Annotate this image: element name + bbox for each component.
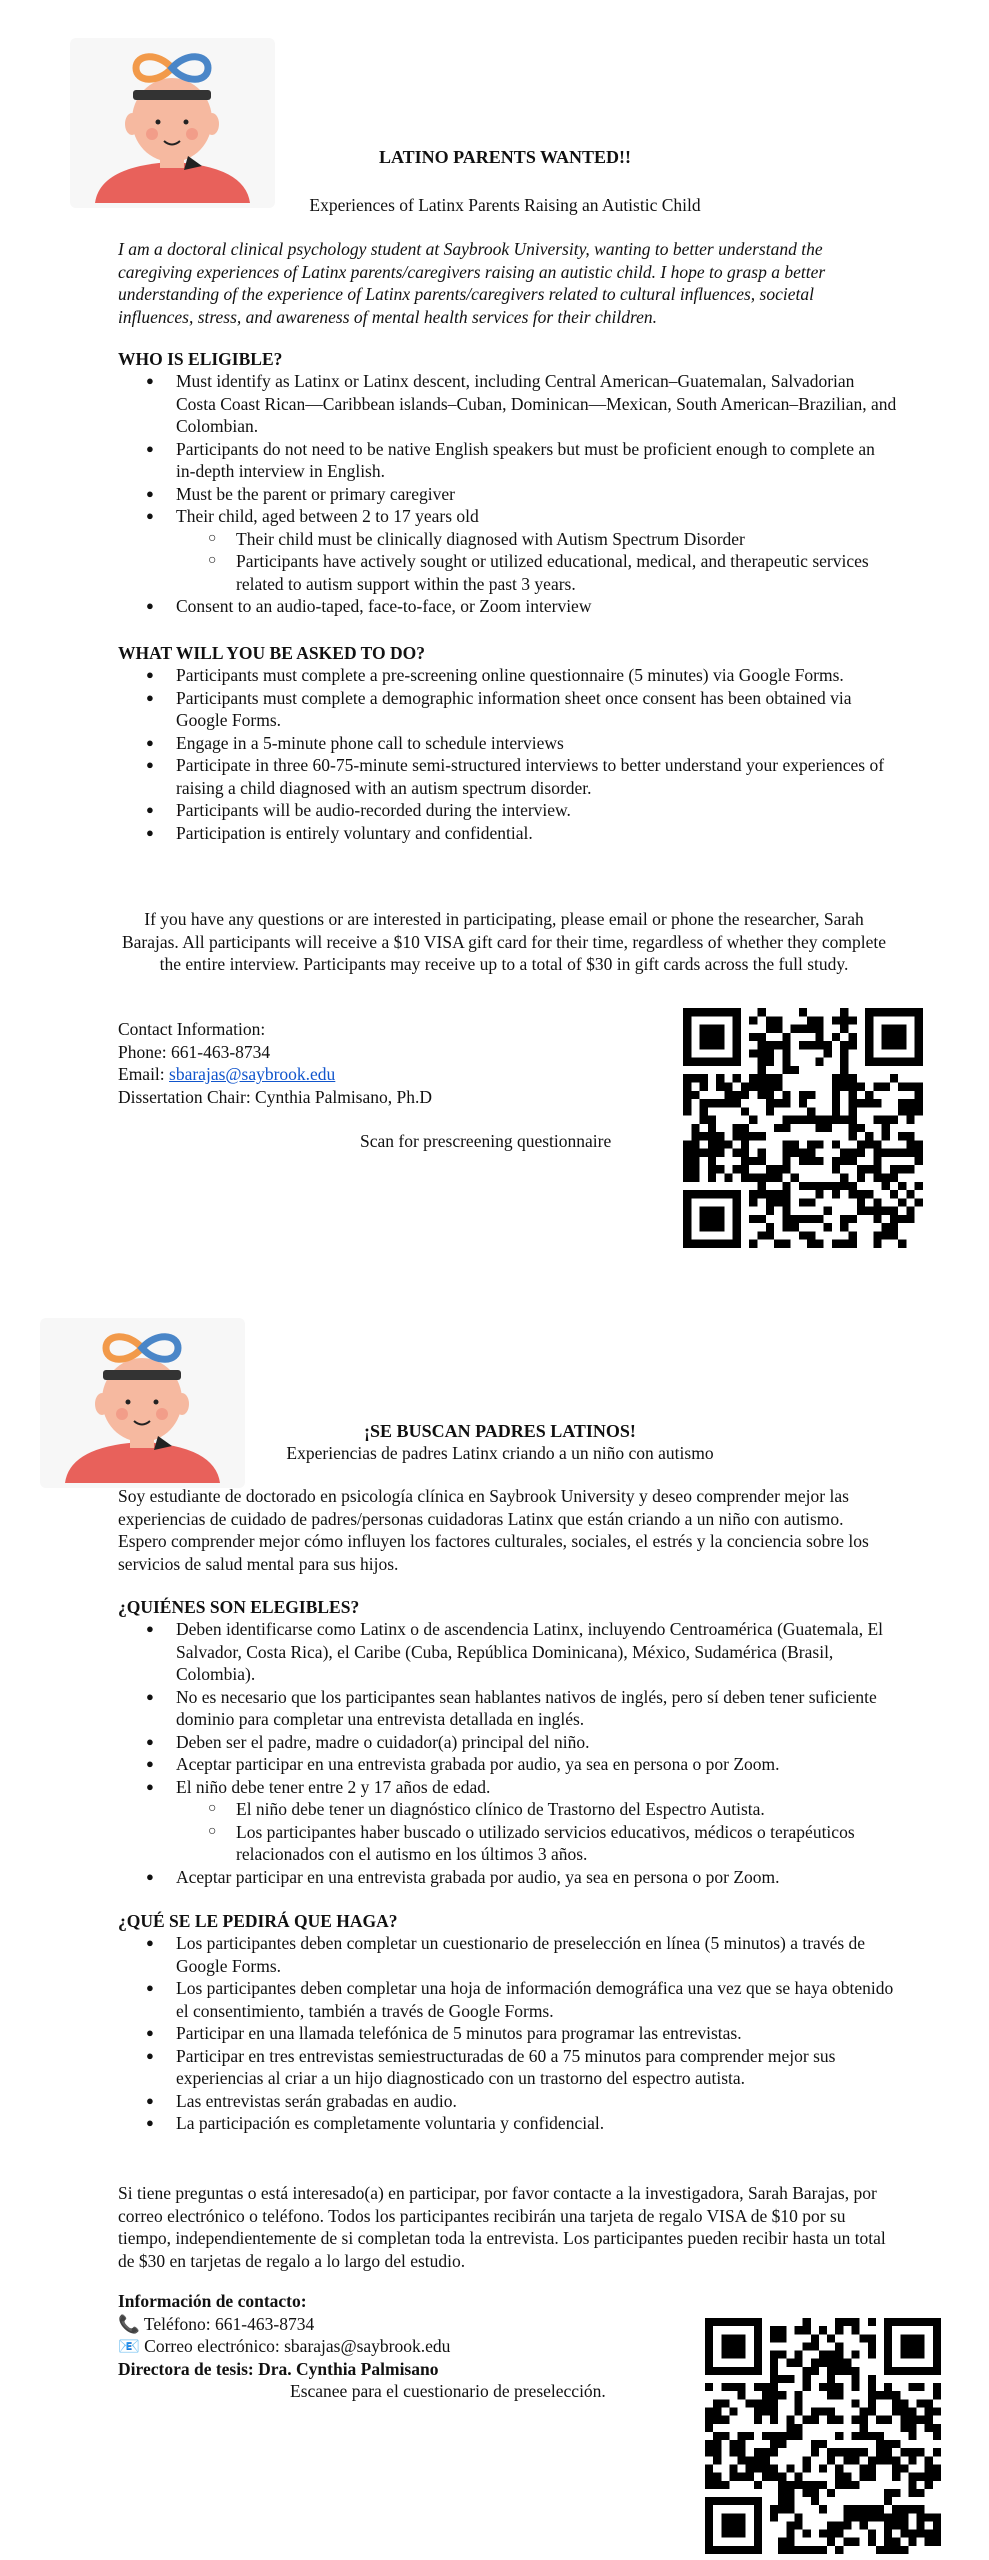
list-item: ● Las entrevistas serán grabadas en audio.	[118, 2090, 898, 2113]
eligible-list-es	[118, 1618, 898, 1888]
list-item: ● Must identify as Latinx or Latinx descent, including Central American–Guatemalan, Salvadorian Costa Coast Rican—Caribbean islands–Cuban, Dominican—Mexican, South American–Brazilian, and Colombian.	[118, 370, 898, 438]
intro-paragraph-es: Soy estudiante de doctorado en psicología clínica en Saybrook University y deseo comprender mejor las experiencias de cuidado de padres/personas cuidadoras Latinx que están criando a un niño con autismo. Espero comprender mejor cómo influyen los factores culturales, sociales, el estrés y la conciencia sobre los servicios de salud mental para sus hijos.	[118, 1486, 869, 1574]
asked-list-en	[118, 664, 898, 844]
qr-code-en[interactable]	[683, 1008, 923, 1248]
contact-heading-es: Información de contacto:	[118, 2291, 307, 2311]
qr-code-icon	[705, 2318, 941, 2554]
email-text-es: Correo electrónico: sbarajas@saybrook.edu	[139, 2336, 451, 2356]
scan-label-es: Escanee para el cuestionario de preselección.	[290, 2381, 606, 2401]
header-illustration	[70, 38, 275, 208]
list-item: ● Aceptar participar en una entrevista grabada por audio, ya sea en persona o por Zoom.	[118, 1866, 898, 1889]
asked-list-es	[118, 1932, 898, 2135]
person-infinity-icon	[70, 38, 275, 208]
contact-phone-en[interactable]: Phone: 661-463-8734	[118, 1041, 271, 1062]
list-item: ● Consent to an audio-taped, face-to-face, or Zoom interview	[118, 595, 898, 618]
dissertation-chair-es: Directora de tesis: Dra. Cynthia Palmisano	[118, 2358, 439, 2379]
list-item: ● Participation is entirely voluntary and confidential.	[118, 822, 898, 845]
list-item: ○ Their child must be clinically diagnosed with Autism Spectrum Disorder	[118, 528, 898, 551]
list-item: ● Los participantes deben completar una hoja de información demográfica una vez que se haya obtenido el consentimiento, también a través de Google Forms.	[118, 1977, 898, 2022]
dissertation-chair-en: Dissertation Chair: Cynthia Palmisano, Ph.D	[118, 1086, 433, 1107]
list-item: ● Participants must complete a pre-screening online questionnaire (5 minutes) via Google Forms.	[118, 664, 898, 687]
list-item: ● Deben ser el padre, madre o cuidador(a) principal del niño.	[118, 1731, 898, 1754]
asked-heading-en: WHAT WILL YOU BE ASKED TO DO?	[118, 643, 425, 663]
list-item: ● Aceptar participar en una entrevista grabada por audio, ya sea en persona o por Zoom.	[118, 1753, 898, 1776]
phone-text-es: Teléfono: 661-463-8734	[139, 2313, 315, 2334]
list-item: ● El niño debe tener entre 2 y 17 años de edad.	[118, 1776, 898, 1799]
list-item: ● Participants must complete a demographic information sheet once consent has been obtained via Google Forms.	[118, 687, 898, 732]
contact-heading-en: Contact Information:	[118, 1019, 266, 1039]
flyer-title-es: ¡SE BUSCAN PADRES LATINOS!	[364, 1421, 636, 1441]
qr-code-es[interactable]	[705, 2318, 941, 2554]
list-item: ○ Los participantes haber buscado o utilizado servicios educativos, médicos o terapéuticos relacionados con el autismo en los últimos 3 años.	[118, 1821, 898, 1866]
questions-paragraph-es: Si tiene preguntas o está interesado(a) en participar, por favor contacte a la investigadora, Sarah Barajas, por correo electrónico o teléfono. Todos los participantes recibirán una tarjeta de regalo VISA de $10 por su tiempo, independientemente de si completan toda la entrevista. Los participantes pueden recibir hasta un total de $30 en tarjetas de regalo a lo largo del estudio.	[118, 2183, 886, 2271]
scan-label-en: Scan for prescreening questionnaire	[360, 1131, 612, 1151]
asked-heading-es: ¿QUÉ SE LE PEDIRÁ QUE HAGA?	[118, 1911, 398, 1931]
list-item: ● Must be the parent or primary caregiver	[118, 483, 898, 506]
list-item: ● Participants do not need to be native English speakers but must be proficient enough to complete an in-depth interview in English.	[118, 438, 898, 483]
flyer-title-en: LATINO PARENTS WANTED!!	[378, 147, 632, 167]
list-item: ● No es necesario que los participantes sean hablantes nativos de inglés, pero sí deben tener suficiente dominio para completar una entrevista detallada en inglés.	[118, 1686, 898, 1731]
list-item: ● Participar en una llamada telefónica de 5 minutos para programar las entrevistas.	[118, 2022, 898, 2045]
phone-icon: 📞	[118, 2313, 140, 2334]
email-link-en[interactable]: sbarajas@saybrook.edu	[169, 1064, 336, 1084]
qr-code-icon	[683, 1008, 923, 1248]
list-item: ● Participar en tres entrevistas semiestructuradas de 60 a 75 minutos para comprender mejor sus experiencias al criar a un hijo diagnosticado con un trastorno del espectro autista.	[118, 2045, 898, 2090]
eligible-heading-en: WHO IS ELIGIBLE?	[118, 349, 283, 369]
list-item: ● Participate in three 60-75-minute semi-structured interviews to better understand your experiences of raising a child diagnosed with an autism spectrum disorder.	[118, 754, 898, 799]
contact-block-es	[118, 2290, 678, 2380]
eligible-list-en	[118, 370, 898, 618]
contact-email-es[interactable]	[118, 2335, 678, 2358]
list-item: ● Participants will be audio-recorded during the interview.	[118, 799, 898, 822]
list-item: ● Engage in a 5-minute phone call to schedule interviews	[118, 732, 898, 755]
list-item: ○ Participants have actively sought or utilized educational, medical, and therapeutic services related to autism support within the past 3 years.	[118, 550, 898, 595]
list-item: ● Los participantes deben completar un cuestionario de preselección en línea (5 minutos) a través de Google Forms.	[118, 1932, 898, 1977]
eligible-heading-es: ¿QUIÉNES SON ELEGIBLES?	[118, 1597, 360, 1617]
list-item: ○ El niño debe tener un diagnóstico clínico de Trastorno del Espectro Autista.	[118, 1798, 898, 1821]
flyer-subtitle-es: Experiencias de padres Latinx criando a un niño con autismo	[286, 1443, 714, 1463]
list-item: ● La participación es completamente voluntaria y confidencial.	[118, 2112, 898, 2135]
contact-phone-es[interactable]	[118, 2313, 678, 2336]
list-item: ● Their child, aged between 2 to 17 years old	[118, 505, 898, 528]
contact-email-en	[118, 1063, 678, 1086]
list-item: ● Deben identificarse como Latinx o de ascendencia Latinx, incluyendo Centroamérica (Guatemala, El Salvador, Costa Rica), el Caribe (Cuba, República Dominicana), México, Sudamérica (Brasil, Colombia).	[118, 1618, 898, 1686]
questions-paragraph-en: If you have any questions or are interested in participating, please email or phone the researcher, Sarah Barajas. All participants will receive a $10 VISA gift card for their time, regardless of whether they complete the entire interview. Participants may receive up to a total of $30 in gift cards across the full study.	[121, 909, 887, 974]
flyer-subtitle-en: Experiences of Latinx Parents Raising an Autistic Child	[309, 195, 701, 215]
contact-block-en	[118, 1018, 678, 1108]
intro-paragraph-en: I am a doctoral clinical psychology student at Saybrook University, wanting to better understand the caregiving experiences of Latinx parents/caregivers raising an autistic child. I hope to grasp a better understanding of the experience of Latinx parents/caregivers related to cultural influences, societal influences, stress, and awareness of mental health services for their children.	[118, 239, 826, 327]
email-label-en: Email:	[118, 1064, 170, 1084]
email-icon: 📧	[118, 2336, 140, 2356]
